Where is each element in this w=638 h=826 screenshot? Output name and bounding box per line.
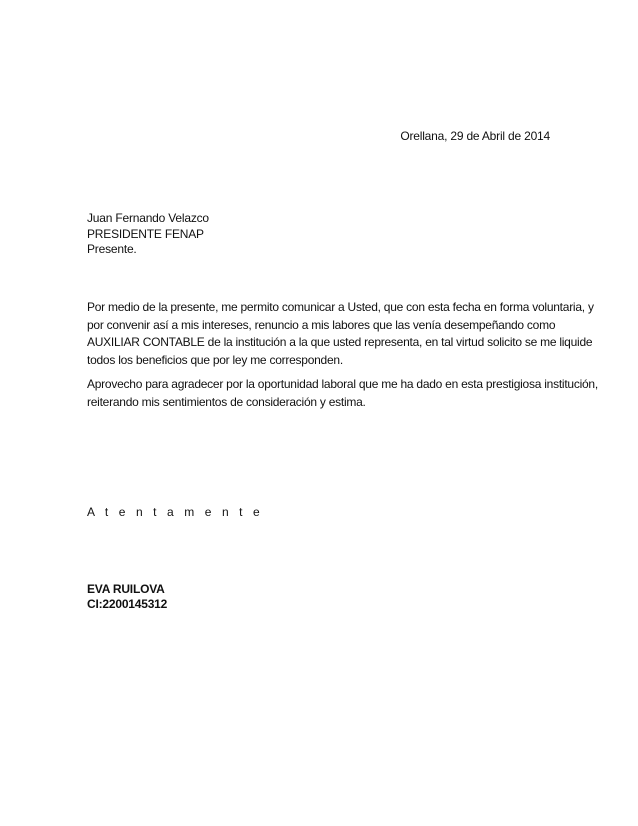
paragraph-line: reiterando mis sentimientos de consideración y estima. (87, 394, 366, 409)
recipient-title: PRESIDENTE FENAP (87, 226, 204, 241)
paragraph-resignation (87, 299, 594, 369)
recipient-name: Juan Fernando Velazco (87, 211, 209, 225)
closing-salutation: A t e n t a m e n t e (87, 505, 264, 519)
paragraph-thanks (87, 376, 598, 411)
recipient-greeting: Presente. (87, 242, 137, 256)
paragraph-line: todos los beneficios que por ley me corresponden. (87, 352, 343, 367)
signature-block (87, 582, 167, 612)
paragraph-line: por convenir así a mis intereses, renuncio a mis labores que las venía desempeñando como (87, 317, 556, 332)
letter-body (87, 299, 598, 411)
paragraph-line: AUXILIAR CONTABLE de la institución a la que usted representa, en tal virtud solicito se me liquide (87, 335, 593, 349)
paragraph-line: Por medio de la presente, me permito comunicar a Usted, que con esta fecha en forma voluntaria, y (87, 300, 594, 314)
signer-id: CI:2200145312 (87, 597, 168, 611)
signer-name: EVA RUILOVA (87, 582, 165, 596)
recipient-block (87, 211, 209, 258)
paragraph-line: Aprovecho para agradecer por la oportunidad laboral que me ha dado en esta prestigiosa institución, (87, 377, 598, 391)
date-line: Orellana, 29 de Abril de 2014 (400, 129, 550, 143)
